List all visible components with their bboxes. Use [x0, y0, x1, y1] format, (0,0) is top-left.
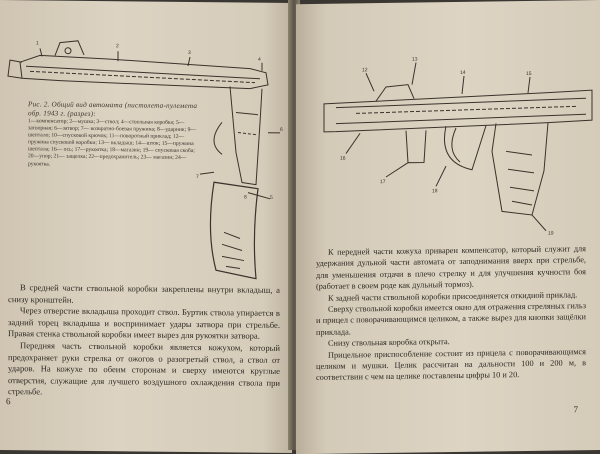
figure-caption-title: Рис. 2. Общий вид автомата (пистолета-пулемета обр. 1943 г. (разрез):: [28, 100, 198, 118]
paragraph: В средней части ствольной коробки закреплены внутри вкладыш, а снизу кронштейн.: [8, 282, 280, 305]
left-body-text: [8, 282, 280, 401]
svg-text:3: 3: [188, 49, 191, 56]
svg-text:2: 2: [116, 43, 119, 50]
caption-line: шептало; 10—спусковой крючок; 11—поворотный приклад; 12—: [28, 132, 185, 141]
caption-line: 1—компенсатор; 2—мушка; 3—ствол; 4—ствольная коробка; 5—затворная; 6—затвор; 7—: [28, 118, 185, 133]
caption-line: защелка; 22—предохранитель; 23—: [66, 154, 152, 162]
right-body-text: [316, 243, 586, 384]
svg-text:19: 19: [548, 230, 554, 237]
left-page: [0, 0, 292, 453]
paragraph: Снизу ствольная коробка открыта.: [328, 337, 450, 349]
paragraph: Передняя часть ствольной коробки является кожухом, который предохраняет руки стрелка от ожогов о разогретый ствол, а ствол от ударов. На кожухе по обеим сторонам и сверху имеются круглые отверстия, служащие для лучшего воздушного охлаждения ствола при стрельбе.: [8, 340, 280, 397]
paragraph: Через отверстие вкладыша проходит ствол. Буртик ствола упирается в задний торец вкладыша и воспринимает удары затвора при стрельбе. Правая стенка ствольной коробки имеет вырез для рукоятки затвора.: [8, 305, 280, 342]
caption-line: спусковая скоба; 20—упор; 21—: [28, 148, 195, 161]
svg-text:7: 7: [196, 174, 199, 181]
paragraph: К передней части кожуха приварен компенсатор, который служит для удержания дульной части автомата от заподнимания вверх при стрельбе, для уменьшения отдачи в плечо стрелку и для улучшения кучности боя (работает в своем роде как дульный тормоз).: [316, 244, 586, 292]
caption-line: ось; 17—рукоятка; 18—магазин; 19—: [63, 147, 154, 154]
submachine-gun-side-section-diagram: [296, 0, 600, 244]
svg-text:13: 13: [412, 56, 418, 63]
svg-text:6: 6: [280, 126, 283, 133]
svg-text:18: 18: [432, 188, 438, 195]
paragraph: К задней части ствольной коробки присоединяется откидной приклад.: [328, 289, 578, 303]
caption-line: возвратно-боевая пружина; 8—ударник; 9—: [90, 126, 196, 134]
svg-text:12: 12: [362, 67, 368, 74]
page-number: 7: [573, 404, 578, 415]
svg-text:1: 1: [36, 40, 39, 47]
svg-text:5: 5: [270, 194, 273, 201]
svg-text:4: 4: [258, 56, 261, 63]
svg-text:14: 14: [460, 69, 466, 76]
svg-text:16: 16: [340, 155, 346, 162]
figure-caption: [28, 100, 198, 169]
caption-line: вкладыш; 14—шток; 15—пружина шептала; 16—: [28, 140, 194, 154]
caption-line: магазин; 24—рукоятка.: [28, 155, 187, 168]
svg-text:17: 17: [380, 178, 386, 186]
paragraph: Сверху ствольной коробки имеется окно для отражения стреляных гильз и прицел с поворачивающимся целиком, а также вырез для кнопки защёлки приклада.: [316, 301, 586, 337]
right-page: [296, 0, 600, 454]
paragraph: Прицельное приспособление состоит из прицела с поворачивающимся целиком и мушки. Целик рассчитан на дальности 100 и 200 м, в соответствии с чем на целике поставлены цифры 10 и 20.: [316, 346, 586, 383]
caption-line: пружина спусковой коробки; 13—: [28, 139, 110, 147]
svg-text:8: 8: [244, 194, 247, 201]
page-number: 6: [6, 396, 11, 407]
svg-text:15: 15: [526, 70, 532, 78]
